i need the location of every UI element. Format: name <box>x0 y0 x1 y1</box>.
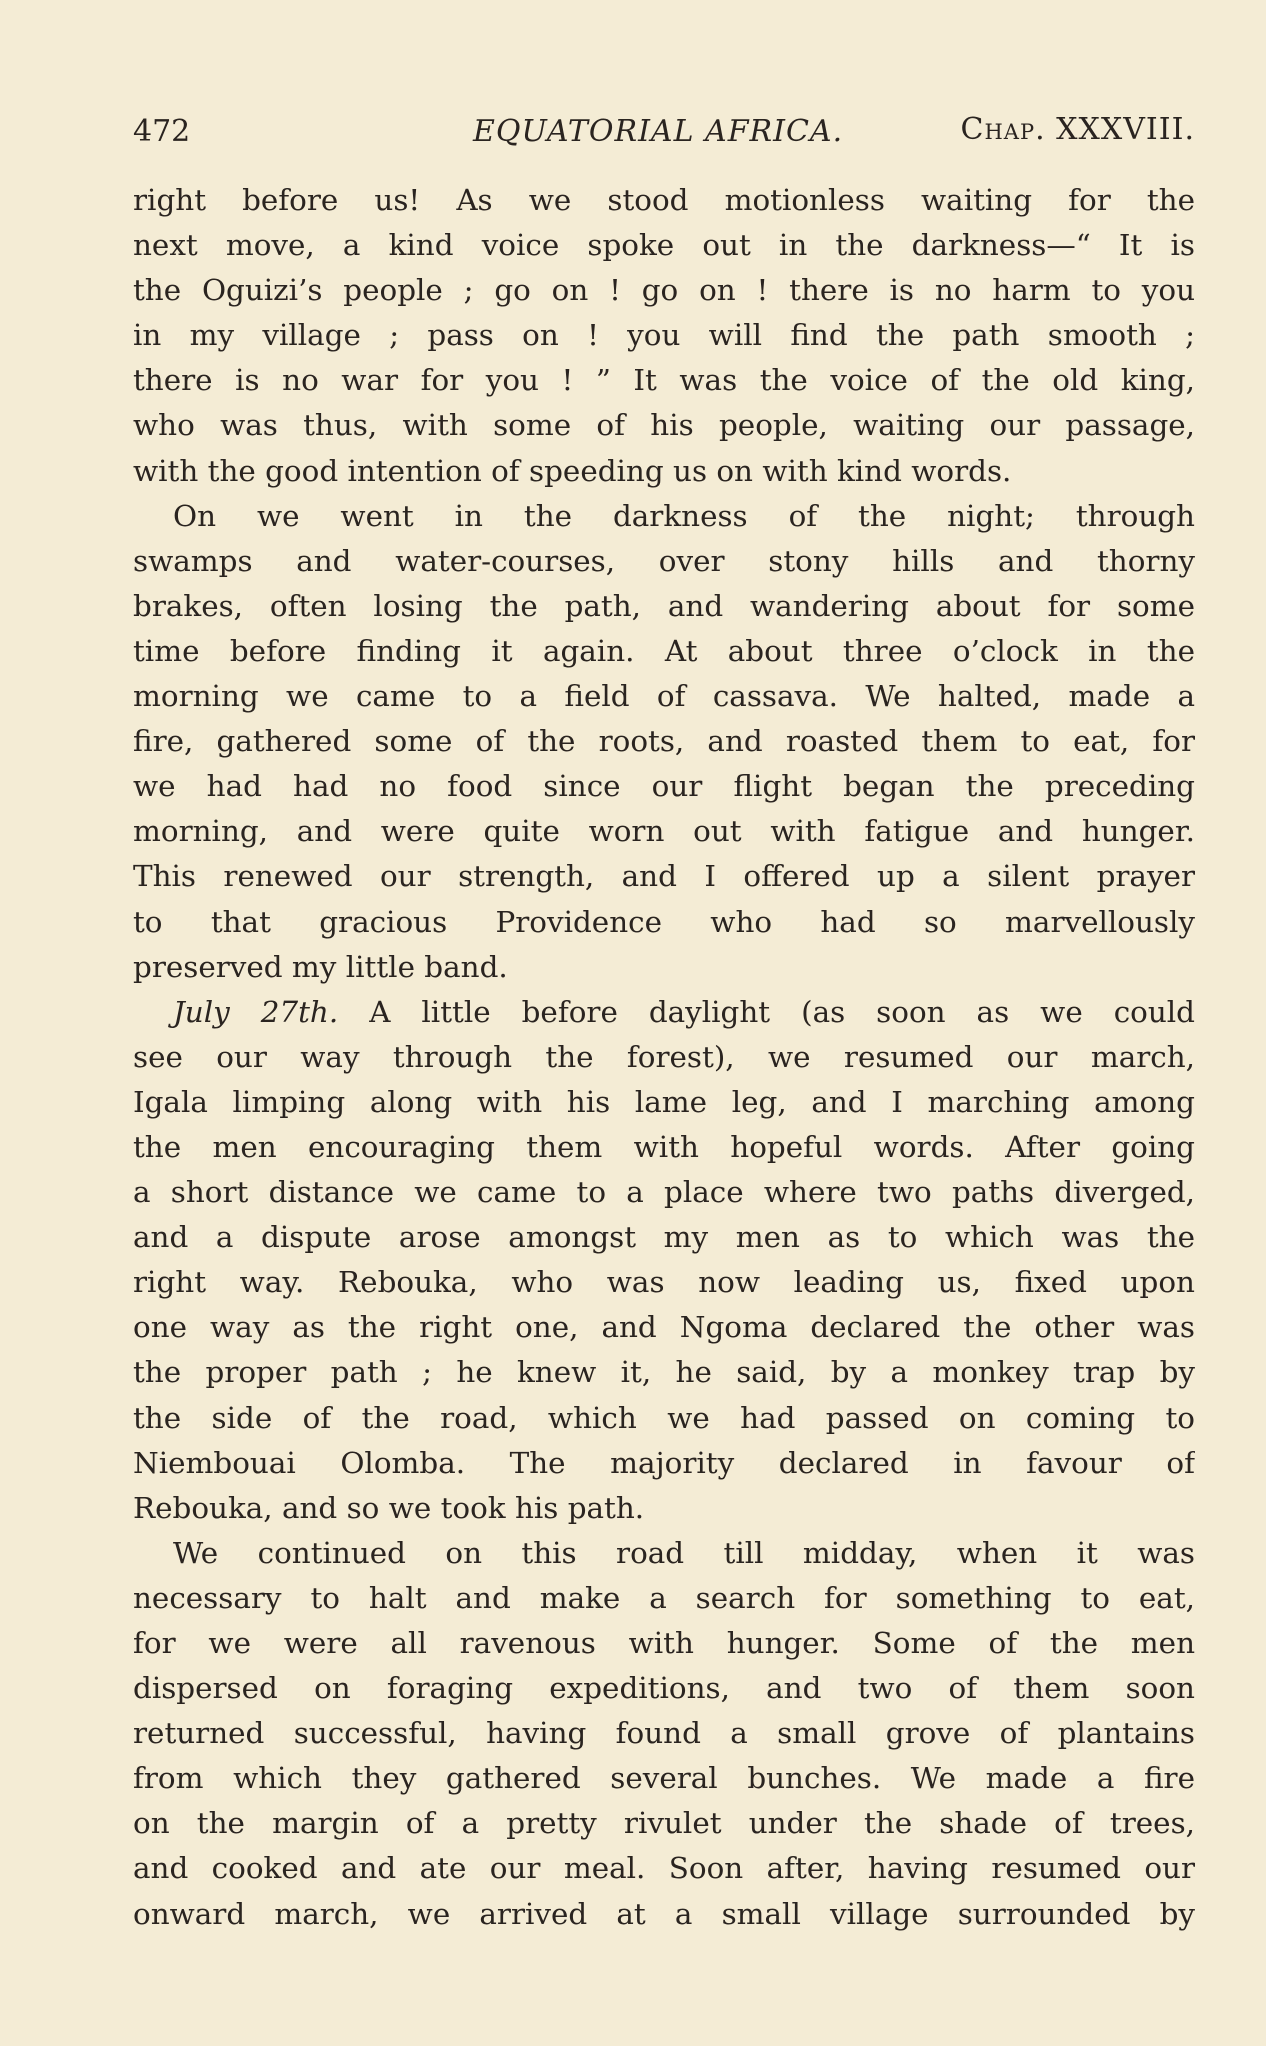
body-text <box>133 178 1195 1937</box>
text-line: necessary to halt and make a search for something to eat, <box>133 1580 1195 1615</box>
text-line: preserved my little band. <box>133 949 508 984</box>
chapter-number: XXXVIII. <box>1056 112 1195 147</box>
text-line: who was thus, with some of his people, waiting our passage, <box>133 408 1195 443</box>
text-line: time before finding it again. At about three o’clock in the <box>133 633 1195 668</box>
text-line: and cooked and ate our meal. Soon after, having resumed our <box>133 1851 1195 1886</box>
text-line: A little before daylight (as soon as we could <box>369 994 1195 1029</box>
running-head <box>133 108 1195 156</box>
text-line: dispersed on foraging expeditions, and two of them soon <box>133 1671 1195 1706</box>
text-line: with the good intention of speeding us on with kind words. <box>133 453 1012 488</box>
text-line: the Oguizi’s people ; go on ! go on ! there is no harm to you <box>133 273 1195 308</box>
text-line: morning we came to a field of cassava. We halted, made a <box>133 679 1195 714</box>
text-line: for we were all ravenous with hunger. Some of the men <box>133 1626 1195 1660</box>
chapter-heading <box>961 112 1195 147</box>
text-line: we had had no food since our flight began the preceding <box>133 769 1195 804</box>
date-label: July 27th. <box>173 994 339 1029</box>
chapter-prefix: Chap. <box>960 112 1046 147</box>
text-line: swamps and water-courses, over stony hills and thorny <box>133 543 1195 578</box>
text-line: right before us! As we stood motionless waiting for the <box>133 183 1195 217</box>
text-line: Niembouai Olomba. The majority declared in favour of <box>133 1445 1195 1480</box>
text-line: the side of the road, which we had passed on coming to <box>133 1400 1195 1435</box>
text-line: right way. Rebouka, who was now leading us, fixed upon <box>133 1265 1195 1300</box>
text-line: returned successful, having found a small grove of plantains <box>133 1716 1195 1751</box>
text-line: the proper path ; he knew it, he said, by a monkey trap by <box>133 1355 1195 1390</box>
text-line: brakes, often losing the path, and wandering about for some <box>133 588 1195 623</box>
text-line: next move, a kind voice spoke out in the darkness—“ It is <box>133 228 1195 263</box>
text-line: On we went in the darkness of the night; through <box>173 498 1195 533</box>
text-line: the men encouraging them with hopeful words. After going <box>133 1129 1195 1164</box>
text-line: morning, and were quite worn out with fatigue and hunger. <box>133 814 1195 849</box>
text-line: from which they gathered several bunches. We made a fire <box>133 1761 1195 1796</box>
text-line: on the margin of a pretty rivulet under the shade of trees, <box>133 1806 1195 1841</box>
text-line: one way as the right one, and Ngoma declared the other was <box>133 1310 1195 1345</box>
text-line: We continued on this road till midday, when it was <box>173 1535 1195 1570</box>
text-line: Rebouka, and so we took his path. <box>133 1490 645 1525</box>
text-line: a short distance we came to a place where two paths diverged, <box>133 1175 1195 1210</box>
text-line: to that gracious Providence who had so marvellously <box>133 904 1195 939</box>
text-line-dated <box>133 990 1195 1035</box>
text-line: there is no war for you ! ” It was the voice of the old king, <box>133 363 1195 398</box>
text-line: This renewed our strength, and I offered up a silent prayer <box>133 859 1195 894</box>
text-line: Igala limping along with his lame leg, and I marching among <box>133 1084 1195 1119</box>
text-line: fire, gathered some of the roots, and roasted them to eat, for <box>133 724 1195 759</box>
text-line: and a dispute arose amongst my men as to which was the <box>133 1220 1195 1255</box>
text-line: in my village ; pass on ! you will find the path smooth ; <box>133 318 1195 353</box>
text-line: see our way through the forest), we resumed our march, <box>133 1039 1195 1074</box>
book-title: EQUATORIAL AFRICA. <box>473 114 844 149</box>
page-number: 472 <box>133 114 191 149</box>
text-line: onward march, we arrived at a small village surrounded by <box>133 1896 1195 1931</box>
